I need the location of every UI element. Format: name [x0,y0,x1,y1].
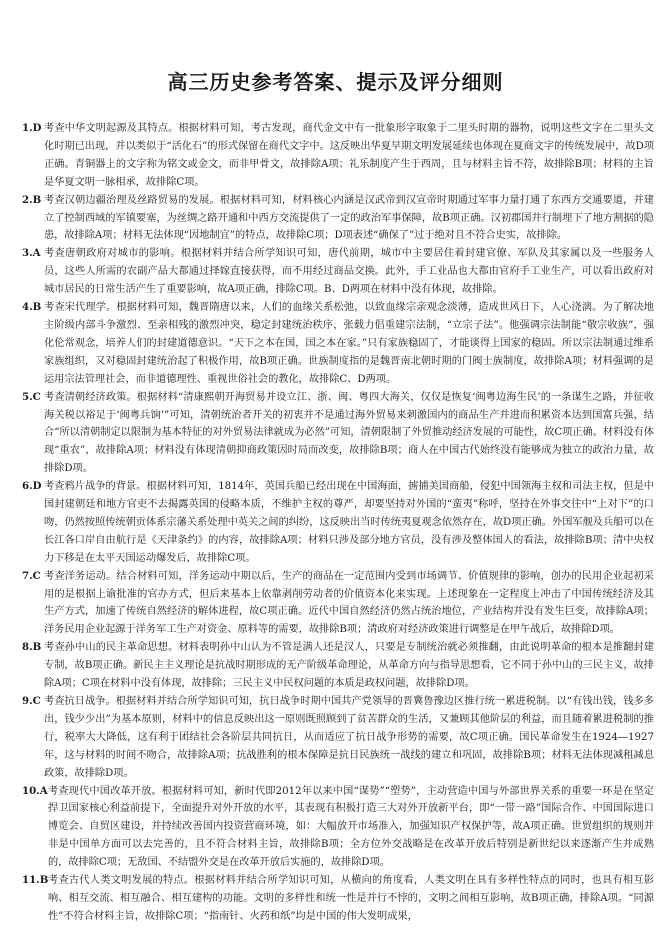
answer-explanation: 考查孙中山的民主革命思想。材料表明孙中山认为不管是满人还是汉人，只要是专制统治就必须推翻，由此说明革命的根本是推翻封建专制，故B项正确。新民主主义理论是抗战时期形成的无产阶级革命理论，从革命方向与指导思想看，它不同于孙中山的三民主义，故排除A项；C项在材料中没有体现，故排除；三民主义中民权问题的本质是政权问题，故排除D项。 [44,642,654,690]
answer-item-11 [22,872,654,926]
answer-explanation: 考查唐朝政府对城市的影响。根据材料并结合所学知识可知，唐代前期，城市中主要居住着封建官僚、军队及其家属以及一些服务人员，这些人所需的农副产品大都通过择嫁直接获得，而不用经过商品交换。此外，手工业品也大都由官府手工业生产，可以看出政府对城市居民的日常生活产生了重要影响，故A项正确，排除C项。B、D两项在材料中没有体现，故排除。 [44,248,654,296]
answer-number: 10.A [22,784,48,797]
answer-explanation: 考查汉朝边疆治理及丝路贸易的发展。根据材料可知，材料核心内涵是汉武帝到汉宣帝时期通过军事力量打通了东西方交通要道，并建立了控制西域的军镇要塞，为丝绸之路开通和中西方交流提供了一定的政治军事保障，故B项正确。汉初郡国并行制埋下了地方割据的隐患，故排除A项；材料无法体现“因地制宜”的特点，故排除C项；D项表述“确保了”过于绝对且不符合史实，故排除。 [44,194,654,242]
answer-item-5 [22,389,654,479]
answer-explanation: 考查清朝经济政策。根据材料“清康熙朝开海贸易并设立江、浙、闽、粤四大海关，仅仅是恢复‘闽粤边海生民’的一条谋生之路，并征收海关税以裕足于‘闽粤兵饷’”可知，清朝统治者开关的初衷并不是通过海外贸易来刺激国内的商品生产并进而积累资本达到国富兵强，结合“所以清朝制定以限制为基本特征的对外贸易法律就成为必然”可知，清朝限制了外贸推动经济发展的可能性，故C项正确。材料没有体现“重农”，故排除A项；材料没有体现清朝抑商政策因时局而改变，故排除B项；商人在中国古代始终没有能够成为独立的政治力量，故排除D项。 [44,391,654,475]
answer-number: 1.D [22,122,42,134]
answer-item-1 [22,120,654,192]
answer-explanation: 考查洋务运动。结合材料可知，洋务运动中期以后，生产的商品在一定范围内受到市场调节、价值规律的影响，创办的民用企业起初采用的是根据上谕批准的官办方式，但后来基本上依靠剥削劳动者的价值资本化来实现。上述现象在一定程度上冲击了中国传统经济及其生产方式，加速了传统自然经济的解体进程，故C项正确。近代中国自然经济仍然占统治地位，产业结构并没有发生巨变，故排除A项；洋务民用企业起源于洋务军工生产对资金、原料等的需要，故排除B项；清政府对经济政策进行调整是在甲午战后，故排除D项。 [44,570,654,636]
answer-item-6 [22,478,654,568]
answer-item-9 [22,693,654,783]
answer-explanation: 考查抗日战争。根据材料并结合所学知识可知，抗日战争时期中国共产党领导的晋冀鲁豫边区推行统一累进税制。以“有钱出钱，钱多多出，钱少少出”为基本原则，材料中的信息反映出这一原则既照顾到了贫苦群众的生活，又兼顾其他阶层的利益，而且随着累进税制的推行，税率大大降低，这有利于团结社会各阶层共同抗日，从而适应了抗日战争形势的需要，故C项正确。国民革命发生在1924—1927年，这与材料的时间不吻合，故排除A项；抗战胜利的根本保障是抗日民族统一战线的建立和巩固，故排除B项；材料无法体现减租减息政策，故排除D项。 [44,696,654,779]
answer-explanation: 考查中华文明起源及其特点。根据材料可知，考古发现，商代金文中有一批象形字取象于二里头时期的器物，说明这些文字在二里头文化时期已出现，并以类似于“活化石”的形式保留在商代文字中。这反映出华夏早期文明发展延续也体现在夏商文字的传统发展中，故D项正确。青铜器上的文字称为铭文或金文，而非甲骨文，故排除A项；礼乐制度产生于西周，且与材料主旨不符，故排除B项；材料的主旨是华夏文明一脉相承，故排除C项。 [44,123,654,188]
answer-number: 4.B [22,301,42,314]
answer-number: 6.D [22,480,42,493]
answer-item-8 [22,639,654,693]
answer-item-4 [22,299,654,389]
answer-explanation: 考查鸦片战争的背景。根据材料可知，1814年，英国兵船已经出现在中国海面，掳捕美国商船，侵犯中国领海主权和司法主权，但是中国封建朝廷和地方官吏不去揭露英国的侵略本质，不维护主权的尊严，却要坚持对外国的“蛮夷”称呼，坚持在外事交往中“上对下”的口吻，仍然按照传统朝贡体系宗藩关系处理中英关之间的纠纷，这反映出当时传统夷夏观念依然存在，故D项正确。外国军舰及兵船可以在长江各口岸自由航行是《天津条约》的内容，故排除A项；材料只涉及部分地方官员，没有涉及整体国人的看法，故排除B项；清中央权力下移是在太平天国运动爆发后，故排除C项。 [44,481,654,564]
answer-explanation: 考查古代人类文明发展的特点。根据材料并结合所学知识可知，从横向的角度看，人类文明在具有多样性特点的同时，也具有相互影响、相互交流、相互融合、相互建构的功能。文明的多样性和统一性是并行不悖的，文明之间相互影响，故B项正确，排除A项。“同源性”不符合材料主旨，故排除C项；“指南针、火药和纸”均是中国的伟大发明成果， [48,875,654,922]
answer-item-7 [22,568,654,640]
answer-item-2 [22,192,654,246]
answer-number: 2.B [22,193,42,206]
answer-number: 9.C [22,695,41,707]
answer-explanation: 考查宋代理学。根据材料可知，魏晋隋唐以来，人们的血缘关系松弛，以致血缘宗亲观念淡薄，造成世风日下，人心浇漓。为了解决地主阶级内部斗争激烈、至亲相残的激烈冲突，稳定封建统治秩序，张载力倡重建宗法制，“立宗子法”。他强调宗法制能“敬宗收族”，强化伦常观念，培养人们的封建道德意识。“天下之本在国，国之本在家。”只有家族稳固了，才能谈得上国家的稳固。所以宗法制通过维系家族组织，又对稳固封建统治起了积极作用，故B项正确。世族制度指的是魏晋南北朝时期的门阀士族制度，故排除A项；材料强调的是运用宗法管理社会，而非道德理性、重视世俗社会的教化，故排除C、D两项。 [44,302,654,385]
answer-number: 5.C [22,390,41,403]
answer-number: 7.C [22,569,41,582]
answer-item-3 [22,245,654,299]
answer-explanation: 考查现代中国改革开放。根据材料可知，新时代即2012年以来中国“谋势”“塑势”，主动营造中国与外部世界关系的重要一环是在坚定捍卫国家核心利益前提下，全面提升对外开放的水平，其表现有积极打造三大对外开放新平台，即“一带一路”国际合作、中国国际进口博览会、自贸区建设，并持续改善国内投资营商环境，如：大幅放开市场准入，加强知识产权保护等，故A项正确。世贸组织的规则并非是中国单方面可以去完善的，且不符合材料主旨，故排除B项；全方位外交战略是在改革开放后特别是新世纪以来逐渐产生并成熟的，故排除C项；无敌国、不结盟外交是在改革开放后实施的，故排除D项。 [48,785,654,869]
page-title: 高三历史参考答案、提示及评分细则 [167,70,504,94]
answer-list [22,120,654,926]
answer-item-10 [22,783,654,873]
answer-number: 8.B [22,641,42,654]
answer-number: 3.A [22,247,41,260]
answer-number: 11.B [22,874,49,887]
